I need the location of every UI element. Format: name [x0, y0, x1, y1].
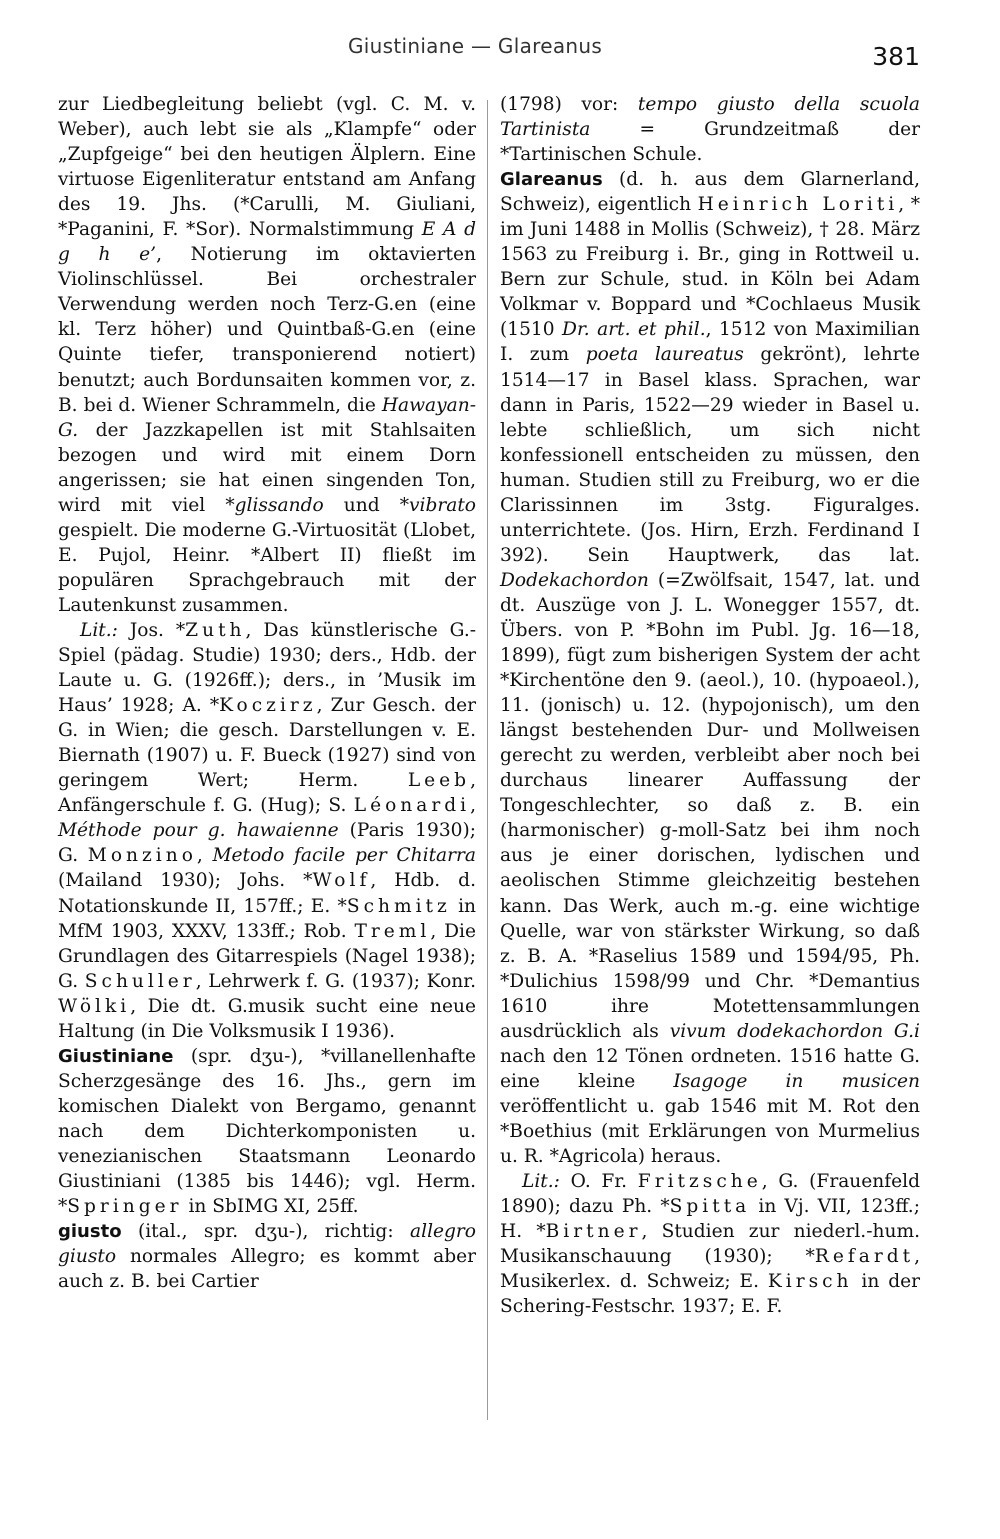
page-header	[0, 34, 1000, 74]
right-column	[500, 92, 920, 1319]
guitar-literature: Lit.: Jos. *Zuth, Das künstlerische G.-Spiel (pädag. Studie) 1930; ders., Hdb. der Laute u. G. (1926ff.); ders., in ’Musik im Haus’ 1928; A. *Koczirz, Zur Gesch. der G. in Wien; die gesch. Darstellungen v. E. Biernath (1907) u. F. Bueck (1927) sind von geringem Wert; Herm. Leeb, Anfängerschule f. G. (Hug); S. Léonardi, Méthode pour g. hawaienne (Paris 1930); G. Monzino, Metodo facile per Chitarra (Mailand 1930); Johs. *Wolf, Hdb. d. Notationskunde II, 157ff.; E. *Schmitz in MfM 1903, XXXV, 133ff.; Rob. Treml, Die Grundlagen des Gitarrespiels (Nagel 1938); G. Schuller, Lehrwerk f. G. (1937); Konr. Wölki, Die dt. G.musik sucht eine neue Haltung (in Die Volksmusik I 1936).	[58, 619, 477, 1042]
headword-glareanus: Glareanus	[500, 169, 603, 191]
entry-giustiniane: Giustiniane (spr. dʒu-), *villanellenhafte Scherzgesänge des 16. Jhs., gern im komischen Dialekt von Bergamo, genannt nach dem Dichterkomponisten u. venezianischen Staatsmann Leonardo Giustiniani (1385 bis 1446); vgl. Herm. *Springer in SbIMG XI, 25ff.	[58, 1045, 476, 1218]
glareanus-literature: Lit.: O. Fr. Fritzsche, G. (Frauenfeld 1890); dazu Ph. *Spitta in Vj. VII, 123ff.; H. *Birtner, Studien zur niederl.-hum. Musikanschauung (1930); *Refardt, Musikerlex. d. Schweiz; E. Kirsch in der Schering-Festschr. 1937; E. F.	[500, 1171, 920, 1318]
headword-giusto: giusto	[58, 1221, 122, 1243]
entry-glareanus: Glareanus (d. h. aus dem Glarnerland, Schweiz), eigentlich Heinrich Loriti, * im Juni 1488 in Mollis (Schweiz), † 28. März 1563 zu Freiburg i. Br., ging in Rottweil u. Bern zur Schule, stud. in Köln bei Adam Volkmar v. Boppard und *Cochlaeus Musik (1510 Dr. art. et phil., 1512 von Maximilian I. zum poeta laureatus gekrönt), lehrte 1514—17 in Basel klass. Sprachen, war dann in Paris, 1522—29 wieder in Basel u. lebte schließlich, um sich nicht konfessionell entscheiden zu müssen, den human. Studien still zu Freiburg, wo er die Clarissinnen im 3stg. Figuralges. unterrichtete. (Jos. Hirn, Erzh. Ferdinand I 392). Sein Hauptwerk, das lat. Dodekachordon (=Zwölfsait, 1547, lat. und dt. Auszüge von J. L. Wonegger 1557, dt. Übers. von P. *Bohn im Publ. Jg. 16—18, 1899), fügt zum bisherigen System der acht *Kirchentöne den 9. (aeol.), 10. (hypoaeol.), 11. (jonisch) u. 12. (hypojonisch), um den längst bestehenden Dur- und Mollweisen gerecht zu werden, verbleibt aber noch bei durchaus linearer Auffassung der Tongeschlechter, so daß z. B. ein (harmonischer) g-moll-Satz bei ihm noch aus je einer dorischen, lydischen und aeolischen Stimme gleichzeitig bestehen kann. Das Werk, auch m.-g. eine wichtige Quelle, war von stärkster Wirkung, so daß z. B. A. *Raselius 1589 und 1594/95, Ph. *Dulichius 1598/99 und Chr. *Demantius 1610 ihre Motettensammlungen ausdrücklich als vivum dodekachordon G.i nach den 12 Tönen ordneten. 1516 hatte G. eine kleine Isagoge in musicen veröffentlicht u. gab 1546 mit M. Rot den *Boethius (mit Erklärungen von Murmelius u. R. *Agricola) heraus.	[500, 169, 921, 1167]
giusto-continuation: (1798) vor: tempo giusto della scuola Tartinista = Grundzeitmaß der *Tartinischen Schule.	[500, 94, 920, 166]
entry-giusto: giusto (ital., spr. dʒu-), richtig: allegro giusto normales Allegro; es kommt aber auch z. B. bei Cartier	[58, 1221, 476, 1293]
column-divider	[487, 100, 488, 1420]
page-number: 381	[872, 42, 920, 71]
headword-giustiniane: Giustiniane	[58, 1045, 174, 1067]
running-title: Giustiniane — Glareanus	[348, 34, 603, 58]
left-column	[58, 92, 476, 1294]
guitar-entry-continuation: zur Liedbegleitung beliebt (vgl. C. M. v. Weber), auch lebt sie als „Klampfe“ oder „Zupfgeige“ bei den heutigen Älplern. Eine virtuose Eigenliteratur entstand am Anfang des 19. Jhs. (*Carulli, M. Giuliani, *Paganini, F. *Sor). Normalstimmung E A d g h e’, Notierung im oktavierten Violinschlüssel. Bei orchestraler Verwendung werden noch Terz-G.en (eine kl. Terz höher) und Quintbaß-G.en (eine Quinte tiefer, transponierend notiert) benutzt; auch Bordunsaiten kommen vor, z. B. bei d. Wiener Schrammeln, die Hawayan-G. der Jazzkapellen ist mit Stahlsaiten bezogen und wird mit einem Dorn angerissen; sie hat einen singenden Ton, wird mit viel *glissando und *vibrato gespielt. Die moderne G.-Virtuosität (Llobet, E. Pujol, Heinr. *Albert II) fließt im populären Sprachgebrauch mit der Lautenkunst zusammen.	[58, 94, 477, 616]
